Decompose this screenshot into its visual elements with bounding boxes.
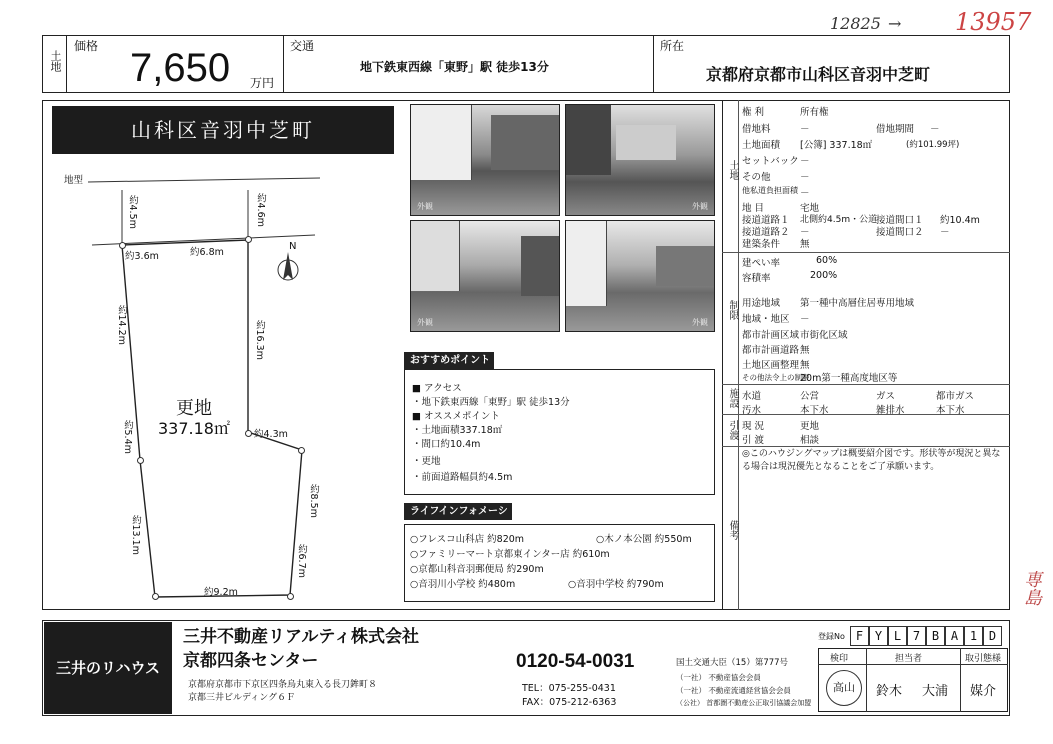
handwritten-arrow: → <box>888 14 902 33</box>
spec-value: 都市ガス <box>936 391 975 402</box>
map-road-label: 地型 <box>64 175 84 186</box>
recommend-line: ■ アクセス <box>412 383 462 394</box>
spec-label: 借地期間 <box>876 124 915 135</box>
spec-side-restrict: 制限 <box>727 300 738 320</box>
north-label: N <box>289 241 297 252</box>
spec-label: 他私道負担面積 <box>742 186 798 195</box>
spec-value: 無 <box>800 360 810 371</box>
handwritten-number-to: 13957 <box>955 8 1032 36</box>
reg-code-char: A <box>945 626 964 646</box>
spec-value: 20m第一種高度地区等 <box>800 373 898 384</box>
spec-label: 容積率 <box>742 273 771 284</box>
spec-value: 本下水 <box>936 405 965 416</box>
reg-code-char: Y <box>869 626 888 646</box>
spec-label: 建築条件 <box>742 239 781 250</box>
map-title-banner: 山科区音羽中芝町 <box>52 106 394 154</box>
transport-value: 地下鉄東西線「東野」駅 徒歩13分 <box>360 60 549 74</box>
lifeinfo-item: ○音羽中学校 約790m <box>568 579 664 590</box>
spec-side-facility: 施設 <box>727 388 738 408</box>
spec-side-transfer: 引渡 <box>727 420 738 440</box>
reg-code-char: L <box>888 626 907 646</box>
spec-label: ガス <box>876 391 896 402</box>
transport-label: 交通 <box>290 39 315 53</box>
photo-2: 外観 <box>565 104 715 216</box>
category-label: 土地 <box>49 50 62 72</box>
lifeinfo-item: ○フレスコ山科店 約820m <box>410 534 525 545</box>
col-check: 検印 <box>830 654 849 664</box>
license-number: 国土交通大臣（15）第777号 <box>676 658 789 668</box>
spec-label: 接道道路１ <box>742 215 790 226</box>
spec-label: 雑排水 <box>876 405 905 416</box>
spec-label: 引 渡 <box>742 435 765 446</box>
spec-value: － <box>800 156 810 167</box>
dim-label: 約4.5m <box>127 195 138 229</box>
association-2: （一社） 不動産流通経営協会会員 <box>676 686 791 695</box>
spec-value: 無 <box>800 345 810 356</box>
branch-name: 京都四条センター <box>183 651 319 671</box>
spec-label: その他法令上の制限 <box>742 373 810 382</box>
spec-side-land: 土地 <box>727 160 738 180</box>
spec-value: － <box>930 124 940 135</box>
fax-number: FAX：075-212-6363 <box>522 697 617 708</box>
deal-type: 媒介 <box>970 684 997 699</box>
price-label: 価格 <box>74 39 99 53</box>
dim-label: 約6.8m <box>190 247 224 258</box>
recommend-line: ・地下鉄東西線「東野」駅 徒歩13分 <box>412 397 570 408</box>
price-unit: 万円 <box>250 76 275 90</box>
spec-value: (約101.99坪) <box>906 140 960 150</box>
recommend-line: ・前面道路幅員約4.5m <box>412 472 513 483</box>
spec-label: 都市計画区域 <box>742 330 800 341</box>
staff-name-2: 大浦 <box>922 684 949 699</box>
photo-3: 外観 <box>410 220 560 332</box>
approval-stamp: 高山 <box>826 670 862 706</box>
address-line-1: 京都府京都市下京区四条烏丸東入る長刀鉾町８ <box>188 680 378 690</box>
address-line-2: 京都三井ビルディング６Ｆ <box>188 693 296 703</box>
spec-label: その他 <box>742 172 771 183</box>
dim-label: 約6.7m <box>296 544 307 578</box>
spec-label: 建ぺい率 <box>742 258 781 269</box>
spec-label: 接道間口１ <box>876 215 924 226</box>
lot-diagram <box>60 160 360 610</box>
dim-label: 約4.3m <box>254 429 288 440</box>
staff-name-1: 鈴木 <box>876 684 903 699</box>
recommend-line: ・土地面積337.18㎡ <box>412 425 503 436</box>
spec-label: 土地面積 <box>742 140 781 151</box>
spec-label: 地 目 <box>742 203 765 214</box>
spec-value: [公簿] 337.18㎡ <box>800 140 873 151</box>
spec-label: 土地区画整理 <box>742 360 800 371</box>
lifeinfo-item: ○京都山科音羽郵便局 約290m <box>410 564 544 575</box>
spec-value: 200% <box>810 270 838 281</box>
spec-value: 本下水 <box>800 405 829 416</box>
reg-no-label: 登録No <box>818 632 845 641</box>
spec-label: セットバック <box>742 156 799 167</box>
dim-label: 約8.5m <box>308 484 319 518</box>
spec-value: － <box>800 172 810 183</box>
land-area: 337.18㎡ <box>158 419 230 438</box>
spec-label: 水道 <box>742 391 762 402</box>
spec-label: 都市計画道路 <box>742 345 800 356</box>
spec-value: 更地 <box>800 421 820 432</box>
spec-value: 60% <box>816 255 838 266</box>
photo-1: 外観 <box>410 104 560 216</box>
reg-code-char: 7 <box>907 626 926 646</box>
spec-side-remarks: 備考 <box>727 520 738 540</box>
dim-label: 約16.3m <box>254 320 265 360</box>
spec-value: － <box>800 188 810 199</box>
spec-label: 現 況 <box>742 421 765 432</box>
spec-value: 市街化区域 <box>800 330 848 341</box>
dim-label: 約3.6m <box>125 251 159 262</box>
location-value: 京都府京都市山科区音羽中芝町 <box>706 65 931 84</box>
photo-4: 外観 <box>565 220 715 332</box>
price-value: 7,650 <box>130 46 231 90</box>
col-staff: 担当者 <box>895 654 923 664</box>
company-name: 三井不動産リアルティ株式会社 <box>183 627 419 647</box>
association-1: （一社） 不動産協会会員 <box>676 673 761 682</box>
spec-value: － <box>940 227 950 238</box>
dim-label: 約13.1m <box>130 515 141 555</box>
remarks-text: ◎このハウジングマップは概要紹介図です。形状等が現況と異なる場合は現況優先となることをご了承願います。 <box>742 449 1001 472</box>
spec-label: 地域・地区 <box>742 314 790 325</box>
spec-value: 宅地 <box>800 203 820 214</box>
land-type: 更地 <box>176 398 212 419</box>
reg-code-char: D <box>983 626 1002 646</box>
reg-code-char: 1 <box>964 626 983 646</box>
toll-free-number: 0120-54-0031 <box>516 651 635 672</box>
lifeinfo-title: ライフインフォメーション <box>404 503 512 520</box>
dim-label: 約4.6m <box>255 193 266 227</box>
spec-value: 所有権 <box>800 107 829 118</box>
reg-code-char: F <box>850 626 869 646</box>
spec-value: 約10.4m <box>940 215 980 226</box>
col-deal: 取引態様 <box>965 654 1002 664</box>
spec-value: － <box>800 227 810 238</box>
spec-label: 借地料 <box>742 124 771 135</box>
reg-code-char: B <box>926 626 945 646</box>
spec-value: 北側約4.5m・公道 <box>800 215 878 225</box>
brand-logo: 三井のリハウス <box>44 622 172 714</box>
lifeinfo-item: ○ファミリーマート京都東インター店 約610m <box>410 549 610 560</box>
tel-number: TEL：075-255-0431 <box>522 683 616 694</box>
lifeinfo-item: ○木ノ本公園 約550m <box>596 534 692 545</box>
spec-value: 第一種中高層住居専用地域 <box>800 298 915 309</box>
lifeinfo-item: ○音羽川小学校 約480m <box>410 579 516 590</box>
spec-label: 用途地域 <box>742 298 781 309</box>
handwritten-side-note: 専島 <box>1021 570 1042 606</box>
spec-value: － <box>800 314 810 325</box>
spec-label: 汚水 <box>742 405 762 416</box>
dim-label: 約14.2m <box>116 305 127 345</box>
recommend-line: ・更地 <box>412 456 441 467</box>
spec-label: 接道間口２ <box>876 227 924 238</box>
spec-value: 相談 <box>800 435 820 446</box>
recommend-line: ・間口約10.4m <box>412 439 481 450</box>
spec-value: 無 <box>800 239 810 250</box>
recommend-title: おすすめポイント <box>404 352 494 369</box>
spec-label: 接道道路２ <box>742 227 790 238</box>
spec-label: 権 利 <box>742 107 765 118</box>
handwritten-number-from: 12825 <box>830 14 881 33</box>
association-3: （公社） 首都圏不動産公正取引協議会加盟 <box>676 699 812 707</box>
dim-label: 約5.4m <box>122 420 133 454</box>
spec-value: 公営 <box>800 391 820 402</box>
location-label: 所在 <box>660 39 685 53</box>
recommend-line: ■ オススメポイント <box>412 411 500 422</box>
dim-label: 約9.2m <box>204 587 238 598</box>
spec-value: － <box>800 124 810 135</box>
